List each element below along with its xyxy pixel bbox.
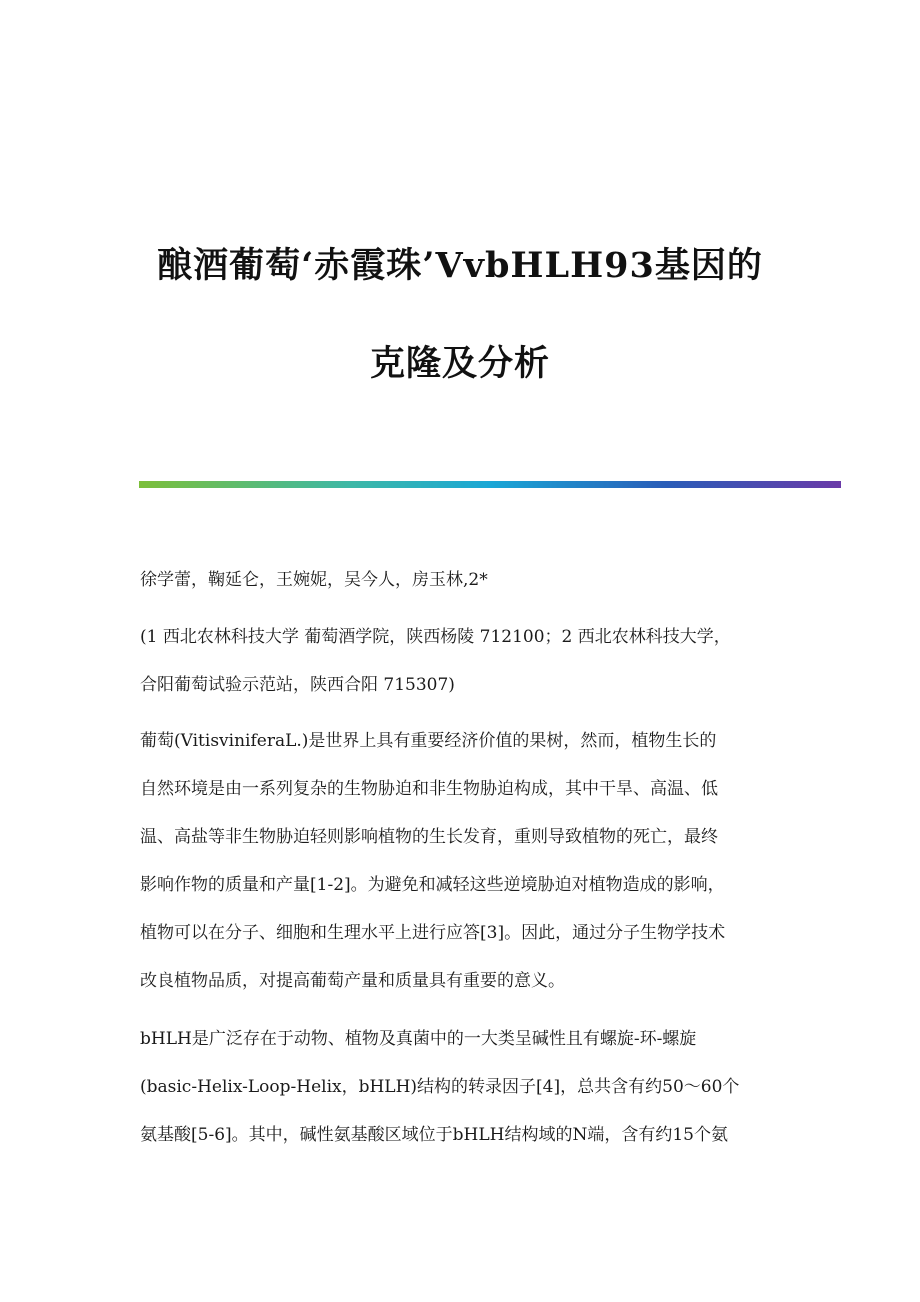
paragraph1-line-3: 温、高盐等非生物胁迫轻则影响植物的生长发育，重则导致植物的死亡，最终 — [140, 827, 718, 847]
affiliation-line-1: (1 西北农林科技大学 葡萄酒学院，陕西杨陵 712100；2 西北农林科技大学， — [140, 627, 731, 647]
affiliation-line-2: 合阳葡萄试验示范站，陕西合阳 715307) — [140, 675, 455, 695]
title-line-1: 酿酒葡萄‘赤霞珠’VvbHLH93基因的 — [157, 245, 763, 287]
paragraph2-line-2: (basic-Helix-Loop-Helix，bHLH)结构的转录因子[4]，总共含有约50～60个 — [140, 1077, 740, 1097]
paragraph1-line-6: 改良植物品质，对提高葡萄产量和质量具有重要的意义。 — [140, 971, 565, 991]
paragraph1-line-1: 葡萄(VitisviniferaL.)是世界上具有重要经济价值的果树，然而，植物生长的 — [140, 731, 717, 751]
title-divider — [139, 481, 841, 488]
authors: 徐学蕾，鞠延仑，王婉妮，吴今人，房玉林,2* — [140, 570, 488, 590]
title-line-2: 克隆及分析 — [369, 343, 550, 385]
paragraph2-line-3: 氨基酸[5-6]。其中，碱性氨基酸区域位于bHLH结构域的N端，含有约15个氨 — [140, 1125, 728, 1145]
paragraph2-line-1: bHLH是广泛存在于动物、植物及真菌中的一大类呈碱性且有螺旋-环-螺旋 — [140, 1029, 697, 1049]
paragraph1-line-4: 影响作物的质量和产量[1-2]。为避免和减轻这些逆境胁迫对植物造成的影响， — [140, 875, 725, 895]
paragraph1-line-2: 自然环境是由一系列复杂的生物胁迫和非生物胁迫构成，其中干旱、高温、低 — [140, 779, 718, 799]
paragraph1-line-5: 植物可以在分子、细胞和生理水平上进行应答[3]。因此，通过分子生物学技术 — [140, 923, 726, 943]
